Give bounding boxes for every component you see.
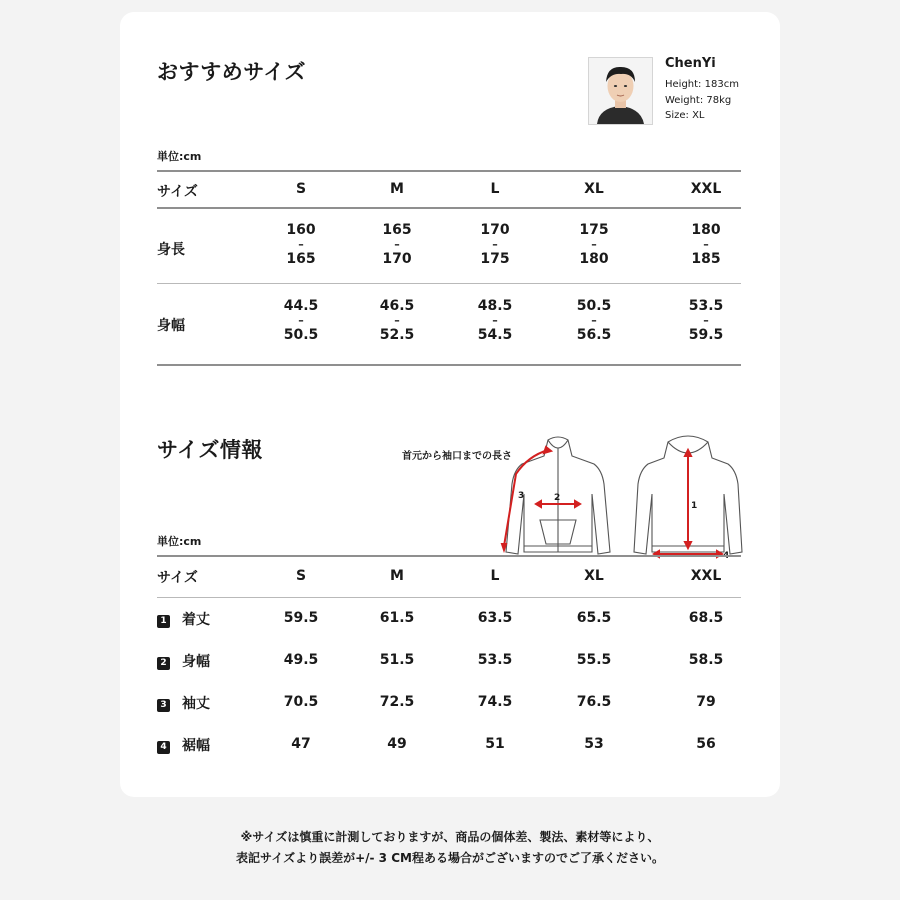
value-cell: 53.5 bbox=[477, 652, 513, 668]
range-cell: 53.5 – 59.5 bbox=[688, 298, 724, 343]
row-label-hem: 4 裾幅 bbox=[157, 735, 210, 755]
recommended-title: おすすめサイズ bbox=[157, 60, 307, 84]
range-cell: 165 – 170 bbox=[382, 222, 412, 267]
model-name: ChenYi bbox=[665, 56, 716, 71]
value-cell: 79 bbox=[696, 694, 716, 710]
mark-3: 3 bbox=[518, 491, 525, 501]
badge-4: 4 bbox=[157, 741, 170, 754]
range-cell: 44.5 – 50.5 bbox=[283, 298, 319, 343]
divider bbox=[157, 170, 741, 172]
divider bbox=[157, 555, 741, 557]
mark-2: 2 bbox=[554, 493, 561, 503]
value-cell: 74.5 bbox=[477, 694, 513, 710]
hoodie-front-diagram-icon bbox=[498, 434, 618, 562]
diagram-caption: 首元から袖口までの長さ bbox=[402, 451, 512, 462]
divider bbox=[157, 597, 741, 598]
value-cell: 63.5 bbox=[477, 610, 513, 626]
size-col-m: M bbox=[390, 568, 404, 584]
size-col-xxl: XXL bbox=[690, 181, 722, 197]
size-card bbox=[120, 12, 780, 797]
person-photo-icon bbox=[589, 58, 652, 124]
value-cell: 47 bbox=[291, 736, 311, 752]
value-cell: 56 bbox=[696, 736, 716, 752]
hoodie-back-diagram-icon bbox=[628, 434, 748, 562]
footer-note-line2: 表記サイズより誤差が+/- 3 CM程ある場合がございますのでご了承ください。 bbox=[236, 851, 664, 865]
value-cell: 70.5 bbox=[283, 694, 319, 710]
range-cell: 180 – 185 bbox=[691, 222, 721, 267]
size-info-title: サイズ情報 bbox=[157, 438, 263, 462]
divider bbox=[157, 364, 741, 366]
size-col-m: M bbox=[390, 181, 404, 197]
footer-note-line1: ※サイズは慎重に計測しておりますが、商品の個体差、製法、素材等により、 bbox=[240, 830, 660, 844]
range-cell: 160 – 165 bbox=[286, 222, 316, 267]
size-col-l: L bbox=[490, 568, 500, 584]
range-cell: 46.5 – 52.5 bbox=[379, 298, 415, 343]
size-col-s: S bbox=[295, 568, 307, 584]
range-cell: 48.5 – 54.5 bbox=[477, 298, 513, 343]
model-photo bbox=[588, 57, 653, 125]
size-col-xl: XL bbox=[584, 181, 604, 197]
range-cell: 50.5 – 56.5 bbox=[576, 298, 612, 343]
value-cell: 59.5 bbox=[283, 610, 319, 626]
value-cell: 65.5 bbox=[576, 610, 612, 626]
value-cell: 68.5 bbox=[688, 610, 724, 626]
row-label-height: 身長 bbox=[157, 242, 185, 258]
row-label-sleeve: 3 袖丈 bbox=[157, 693, 210, 713]
model-height: Height: 183cm bbox=[665, 79, 739, 90]
value-cell: 55.5 bbox=[576, 652, 612, 668]
value-cell: 61.5 bbox=[379, 610, 415, 626]
value-cell: 58.5 bbox=[688, 652, 724, 668]
badge-3: 3 bbox=[157, 699, 170, 712]
size-col-xl: XL bbox=[584, 568, 604, 584]
model-size: Size: XL bbox=[665, 110, 705, 121]
model-weight: Weight: 78kg bbox=[665, 95, 732, 106]
badge-1: 1 bbox=[157, 615, 170, 628]
mark-1: 1 bbox=[691, 501, 698, 511]
value-cell: 72.5 bbox=[379, 694, 415, 710]
value-cell: 49.5 bbox=[283, 652, 319, 668]
value-cell: 76.5 bbox=[576, 694, 612, 710]
size-info-header-label: サイズ bbox=[157, 570, 198, 586]
row-label-width: 2 身幅 bbox=[157, 651, 210, 671]
row-label-width: 身幅 bbox=[157, 318, 185, 334]
range-cell: 170 – 175 bbox=[480, 222, 510, 267]
value-cell: 51 bbox=[485, 736, 505, 752]
value-cell: 51.5 bbox=[379, 652, 415, 668]
size-col-xxl: XXL bbox=[690, 568, 722, 584]
range-cell: 175 – 180 bbox=[579, 222, 609, 267]
size-col-s: S bbox=[295, 181, 307, 197]
size-col-l: L bbox=[490, 181, 500, 197]
row-label-length: 1 着丈 bbox=[157, 609, 210, 629]
divider bbox=[157, 207, 741, 209]
badge-2: 2 bbox=[157, 657, 170, 670]
size-header-label: サイズ bbox=[157, 184, 198, 200]
size-info-unit: 単位:cm bbox=[157, 535, 202, 548]
value-cell: 53 bbox=[584, 736, 604, 752]
value-cell: 49 bbox=[387, 736, 407, 752]
divider bbox=[157, 283, 741, 284]
recommended-unit: 単位:cm bbox=[157, 150, 202, 163]
